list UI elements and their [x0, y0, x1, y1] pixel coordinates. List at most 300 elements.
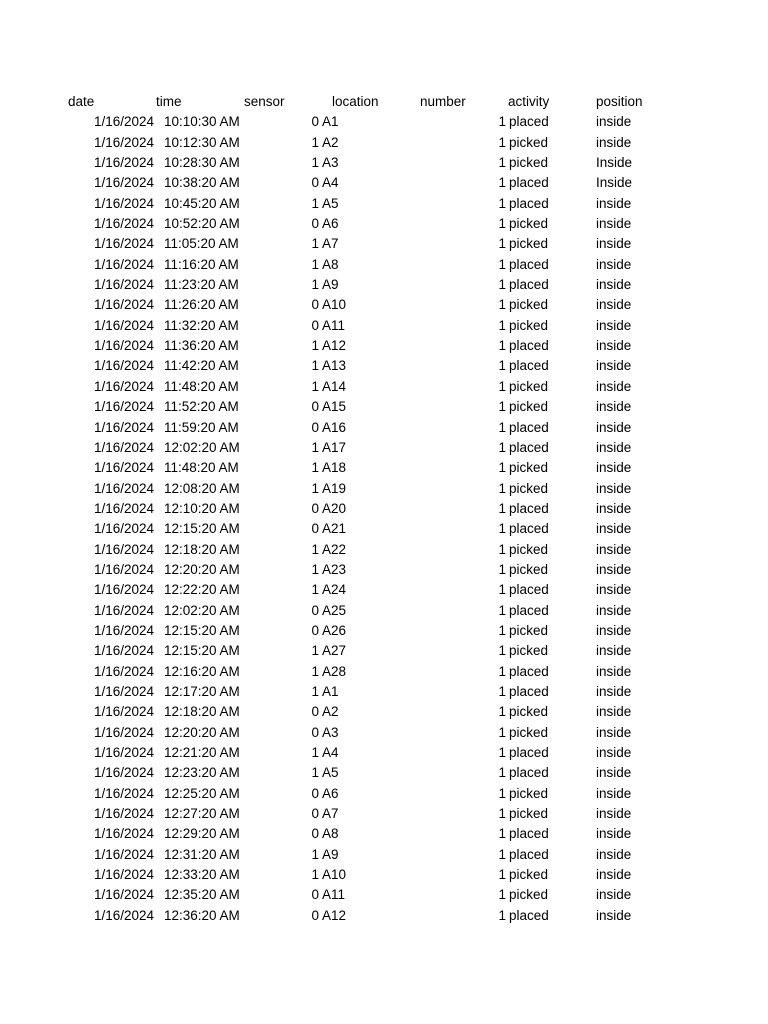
- cell-location[interactable]: A20: [322, 500, 347, 516]
- cell-position[interactable]: inside: [596, 806, 632, 822]
- cell-location[interactable]: A26: [322, 622, 347, 638]
- cell-number[interactable]: 1: [498, 602, 506, 618]
- cell-activity[interactable]: placed: [509, 846, 549, 862]
- cell-sensor[interactable]: 1: [311, 643, 319, 659]
- cell-time[interactable]: 10:12:30 AM: [164, 134, 240, 150]
- cell-sensor[interactable]: 1: [311, 277, 319, 293]
- cell-activity[interactable]: placed: [509, 338, 549, 354]
- cell-number[interactable]: 1: [498, 785, 506, 801]
- cell-number[interactable]: 1: [498, 317, 506, 333]
- cell-position[interactable]: inside: [596, 480, 632, 496]
- cell-date[interactable]: 1/16/2024: [93, 439, 154, 455]
- cell-time[interactable]: 12:35:20 AM: [164, 887, 240, 903]
- cell-number[interactable]: 1: [498, 663, 506, 679]
- cell-time[interactable]: 12:20:20 AM: [164, 724, 240, 740]
- cell-sensor[interactable]: 1: [311, 460, 319, 476]
- cell-time[interactable]: 11:26:20 AM: [164, 297, 239, 313]
- cell-sensor[interactable]: 0: [311, 419, 319, 435]
- cell-activity[interactable]: picked: [509, 643, 549, 659]
- cell-time[interactable]: 11:36:20 AM: [164, 338, 239, 354]
- cell-activity[interactable]: placed: [509, 277, 549, 293]
- cell-location[interactable]: A15: [322, 399, 347, 415]
- cell-time[interactable]: 12:17:20 AM: [164, 683, 240, 699]
- cell-position[interactable]: inside: [596, 683, 632, 699]
- cell-date[interactable]: 1/16/2024: [93, 745, 154, 760]
- cell-location[interactable]: A7: [322, 806, 339, 822]
- cell-location[interactable]: A3: [322, 155, 339, 171]
- cell-sensor[interactable]: 1: [311, 439, 319, 455]
- cell-location[interactable]: A2: [322, 134, 339, 150]
- cell-date[interactable]: 1/16/2024: [93, 521, 154, 537]
- cell-location[interactable]: A22: [322, 541, 347, 557]
- cell-location[interactable]: A19: [322, 480, 347, 496]
- cell-date[interactable]: 1/16/2024: [93, 826, 154, 842]
- cell-location[interactable]: A12: [322, 907, 347, 923]
- cell-time[interactable]: 10:52:20 AM: [164, 216, 240, 232]
- table-row: [0, 621, 768, 641]
- cell-sensor[interactable]: 0: [311, 175, 319, 191]
- cell-number[interactable]: 1: [498, 907, 506, 923]
- cell-number[interactable]: 1: [498, 439, 506, 455]
- cell-sensor[interactable]: 0: [311, 602, 319, 618]
- cell-sensor[interactable]: 1: [311, 338, 319, 354]
- cell-time[interactable]: 12:25:20 AM: [164, 785, 240, 801]
- cell-number[interactable]: 1: [498, 846, 506, 862]
- cell-time[interactable]: 11:23:20 AM: [164, 277, 239, 293]
- cell-location[interactable]: A12: [322, 338, 347, 354]
- cell-position[interactable]: inside: [596, 704, 632, 720]
- cell-time[interactable]: 12:23:20 AM: [164, 765, 240, 781]
- cell-activity[interactable]: placed: [509, 175, 549, 191]
- cell-number[interactable]: 1: [498, 643, 506, 659]
- cell-activity[interactable]: placed: [509, 114, 549, 130]
- cell-location[interactable]: A5: [322, 195, 339, 211]
- cell-location[interactable]: A21: [322, 521, 347, 537]
- cell-time[interactable]: 12:02:20 AM: [164, 602, 240, 618]
- cell-position[interactable]: inside: [596, 521, 632, 537]
- cell-location[interactable]: A9: [322, 846, 339, 862]
- cell-position[interactable]: inside: [596, 561, 632, 577]
- cell-date[interactable]: 1/16/2024: [93, 134, 154, 150]
- cell-location[interactable]: A13: [322, 358, 347, 374]
- cell-activity[interactable]: picked: [509, 460, 549, 476]
- cell-time[interactable]: 11:05:20 AM: [164, 236, 239, 252]
- cell-number[interactable]: 1: [498, 419, 506, 435]
- cell-date[interactable]: 1/16/2024: [93, 297, 154, 313]
- cell-number[interactable]: 1: [498, 114, 506, 130]
- cell-time[interactable]: 11:48:20 AM: [164, 460, 239, 476]
- cell-time[interactable]: 11:16:20 AM: [164, 256, 239, 272]
- cell-position[interactable]: inside: [596, 724, 632, 740]
- cell-time[interactable]: 12:10:20 AM: [164, 500, 240, 516]
- cell-date[interactable]: 1/16/2024: [93, 704, 154, 720]
- table-row: [0, 763, 768, 783]
- cell-date[interactable]: 1/16/2024: [93, 806, 154, 822]
- cell-time[interactable]: 11:52:20 AM: [164, 399, 239, 415]
- cell-time[interactable]: 12:15:20 AM: [164, 643, 240, 659]
- cell-sensor[interactable]: 0: [311, 317, 319, 333]
- cell-activity[interactable]: picked: [509, 399, 549, 415]
- cell-number[interactable]: 1: [498, 745, 506, 760]
- cell-position[interactable]: inside: [596, 785, 632, 801]
- cell-activity[interactable]: placed: [509, 500, 549, 516]
- cell-sensor[interactable]: 1: [311, 236, 319, 252]
- cell-sensor[interactable]: 1: [311, 765, 319, 781]
- cell-date[interactable]: 1/16/2024: [93, 724, 154, 740]
- cell-number[interactable]: 1: [498, 216, 506, 232]
- cell-sensor[interactable]: 1: [311, 195, 319, 211]
- cell-activity[interactable]: picked: [509, 724, 549, 740]
- cell-location[interactable]: A9: [322, 277, 339, 293]
- cell-time[interactable]: 11:59:20 AM: [164, 419, 239, 435]
- table-row: [0, 743, 768, 763]
- cell-date[interactable]: 1/16/2024: [93, 602, 154, 618]
- cell-sensor[interactable]: 0: [311, 806, 319, 822]
- cell-date[interactable]: 1/16/2024: [93, 907, 154, 923]
- cell-location[interactable]: A6: [322, 216, 339, 232]
- cell-position[interactable]: inside: [596, 195, 632, 211]
- cell-position[interactable]: inside: [596, 846, 632, 862]
- cell-position[interactable]: inside: [596, 378, 632, 394]
- cell-activity[interactable]: picked: [509, 378, 549, 394]
- cell-activity[interactable]: placed: [509, 358, 549, 374]
- cell-number[interactable]: 1: [498, 256, 506, 272]
- cell-location[interactable]: A1: [322, 114, 339, 130]
- cell-time[interactable]: 12:20:20 AM: [164, 561, 240, 577]
- cell-date[interactable]: 1/16/2024: [93, 582, 154, 598]
- cell-position[interactable]: inside: [596, 277, 632, 293]
- cell-sensor[interactable]: 0: [311, 297, 319, 313]
- table-row: [0, 133, 768, 153]
- cell-sensor[interactable]: 0: [311, 114, 319, 130]
- cell-date[interactable]: 1/16/2024: [93, 277, 154, 293]
- header-date[interactable]: date: [68, 94, 95, 109]
- cell-time[interactable]: 10:38:20 AM: [164, 175, 240, 191]
- cell-time[interactable]: 12:27:20 AM: [164, 806, 240, 822]
- cell-location[interactable]: A10: [322, 297, 347, 313]
- cell-location[interactable]: A4: [322, 745, 339, 760]
- cell-sensor[interactable]: 1: [311, 846, 319, 862]
- cell-activity[interactable]: placed: [509, 195, 549, 211]
- cell-location[interactable]: A7: [322, 236, 339, 252]
- cell-number[interactable]: 1: [498, 277, 506, 293]
- cell-sensor[interactable]: 1: [311, 561, 319, 577]
- cell-location[interactable]: A28: [322, 663, 347, 679]
- cell-number[interactable]: 1: [498, 175, 506, 191]
- cell-activity[interactable]: picked: [509, 704, 549, 720]
- header-time[interactable]: time: [156, 94, 182, 109]
- cell-activity[interactable]: placed: [509, 663, 549, 679]
- cell-position[interactable]: inside: [596, 643, 632, 659]
- cell-position[interactable]: Inside: [596, 155, 633, 171]
- cell-date[interactable]: 1/16/2024: [93, 338, 154, 354]
- cell-number[interactable]: 1: [498, 541, 506, 557]
- cell-location[interactable]: A3: [322, 724, 339, 740]
- cell-location[interactable]: A6: [322, 785, 339, 801]
- cell-activity[interactable]: picked: [509, 134, 549, 150]
- cell-position[interactable]: inside: [596, 114, 632, 130]
- cell-position[interactable]: inside: [596, 541, 632, 557]
- cell-time[interactable]: 11:42:20 AM: [164, 358, 239, 374]
- cell-number[interactable]: 1: [498, 338, 506, 354]
- cell-number[interactable]: 1: [498, 378, 506, 394]
- cell-sensor[interactable]: 1: [311, 256, 319, 272]
- cell-location[interactable]: A23: [322, 561, 347, 577]
- cell-sensor[interactable]: 0: [311, 907, 319, 923]
- header-position[interactable]: position: [596, 94, 643, 109]
- cell-date[interactable]: 1/16/2024: [93, 378, 154, 394]
- cell-number[interactable]: 1: [498, 683, 506, 699]
- cell-date[interactable]: 1/16/2024: [93, 561, 154, 577]
- cell-position[interactable]: inside: [596, 256, 632, 272]
- cell-time[interactable]: 12:21:20 AM: [164, 745, 240, 760]
- cell-activity[interactable]: picked: [509, 622, 549, 638]
- cell-number[interactable]: 1: [498, 236, 506, 252]
- cell-time[interactable]: 12:08:20 AM: [164, 480, 240, 496]
- cell-activity[interactable]: placed: [509, 826, 549, 842]
- cell-number[interactable]: 1: [498, 806, 506, 822]
- cell-activity[interactable]: placed: [509, 683, 549, 699]
- cell-activity[interactable]: picked: [509, 236, 549, 252]
- cell-activity[interactable]: picked: [509, 867, 549, 883]
- cell-date[interactable]: 1/16/2024: [93, 195, 154, 211]
- cell-activity[interactable]: placed: [509, 521, 549, 537]
- cell-activity[interactable]: picked: [509, 785, 549, 801]
- cell-position[interactable]: inside: [596, 582, 632, 598]
- header-number[interactable]: number: [420, 94, 466, 109]
- cell-number[interactable]: 1: [498, 622, 506, 638]
- cell-date[interactable]: 1/16/2024: [93, 643, 154, 659]
- cell-position[interactable]: inside: [596, 765, 632, 781]
- cell-activity[interactable]: placed: [509, 256, 549, 272]
- cell-number[interactable]: 1: [498, 155, 506, 171]
- header-activity[interactable]: activity: [508, 94, 550, 109]
- cell-location[interactable]: A17: [322, 439, 347, 455]
- table-row: [0, 234, 768, 254]
- cell-activity[interactable]: picked: [509, 297, 549, 313]
- cell-sensor[interactable]: 0: [311, 887, 319, 903]
- cell-activity[interactable]: placed: [509, 582, 549, 598]
- cell-activity[interactable]: placed: [509, 765, 549, 781]
- cell-activity[interactable]: placed: [509, 602, 549, 618]
- header-location[interactable]: location: [332, 94, 379, 109]
- cell-position[interactable]: inside: [596, 500, 632, 516]
- cell-date[interactable]: 1/16/2024: [93, 175, 154, 191]
- cell-activity[interactable]: placed: [509, 745, 549, 760]
- cell-time[interactable]: 12:16:20 AM: [164, 663, 240, 679]
- cell-time[interactable]: 12:29:20 AM: [164, 826, 240, 842]
- cell-time[interactable]: 12:18:20 AM: [164, 541, 240, 557]
- cell-position[interactable]: inside: [596, 745, 632, 760]
- cell-sensor[interactable]: 1: [311, 358, 319, 374]
- cell-time[interactable]: 12:15:20 AM: [164, 622, 240, 638]
- cell-date[interactable]: 1/16/2024: [93, 480, 154, 496]
- cell-location[interactable]: A4: [322, 175, 339, 191]
- cell-number[interactable]: 1: [498, 582, 506, 598]
- cell-time[interactable]: 10:45:20 AM: [164, 195, 240, 211]
- cell-number[interactable]: 1: [498, 134, 506, 150]
- table-row: [0, 112, 768, 132]
- header-sensor[interactable]: sensor: [244, 94, 285, 109]
- cell-location[interactable]: A11: [322, 317, 346, 333]
- cell-sensor[interactable]: 0: [311, 216, 319, 232]
- cell-activity[interactable]: picked: [509, 887, 549, 903]
- cell-position[interactable]: inside: [596, 317, 632, 333]
- cell-number[interactable]: 1: [498, 195, 506, 211]
- table-row: [0, 479, 768, 499]
- cell-time[interactable]: 12:36:20 AM: [164, 907, 240, 923]
- cell-activity[interactable]: placed: [509, 907, 549, 923]
- cell-location[interactable]: A18: [322, 460, 347, 476]
- cell-sensor[interactable]: 0: [311, 724, 319, 740]
- cell-sensor[interactable]: 1: [311, 134, 319, 150]
- cell-location[interactable]: A8: [322, 256, 339, 272]
- cell-date[interactable]: 1/16/2024: [93, 460, 154, 476]
- cell-sensor[interactable]: 0: [311, 704, 319, 720]
- cell-location[interactable]: A16: [322, 419, 347, 435]
- cell-position[interactable]: inside: [596, 887, 632, 903]
- cell-date[interactable]: 1/16/2024: [93, 358, 154, 374]
- cell-position[interactable]: Inside: [596, 175, 633, 191]
- cell-location[interactable]: A5: [322, 765, 339, 781]
- cell-date[interactable]: 1/16/2024: [93, 500, 154, 516]
- cell-time[interactable]: 12:33:20 AM: [164, 867, 240, 883]
- cell-location[interactable]: A11: [322, 887, 346, 903]
- cell-position[interactable]: inside: [596, 419, 632, 435]
- cell-sensor[interactable]: 0: [311, 826, 319, 842]
- cell-position[interactable]: inside: [596, 439, 632, 455]
- table-row: [0, 540, 768, 560]
- cell-location[interactable]: A8: [322, 826, 339, 842]
- cell-date[interactable]: 1/16/2024: [93, 419, 154, 435]
- cell-sensor[interactable]: 1: [311, 378, 319, 394]
- cell-number[interactable]: 1: [498, 521, 506, 537]
- cell-number[interactable]: 1: [498, 358, 506, 374]
- cell-time[interactable]: 11:32:20 AM: [164, 317, 239, 333]
- cell-location[interactable]: A27: [322, 643, 347, 659]
- cell-number[interactable]: 1: [498, 765, 506, 781]
- cell-sensor[interactable]: 0: [311, 785, 319, 801]
- cell-position[interactable]: inside: [596, 216, 632, 232]
- cell-time[interactable]: 12:18:20 AM: [164, 704, 240, 720]
- cell-position[interactable]: inside: [596, 826, 632, 842]
- cell-activity[interactable]: placed: [509, 419, 549, 435]
- cell-date[interactable]: 1/16/2024: [93, 541, 154, 557]
- cell-date[interactable]: 1/16/2024: [93, 114, 154, 130]
- cell-position[interactable]: inside: [596, 399, 632, 415]
- cell-activity[interactable]: placed: [509, 439, 549, 455]
- cell-date[interactable]: 1/16/2024: [93, 317, 154, 333]
- cell-position[interactable]: inside: [596, 338, 632, 354]
- cell-date[interactable]: 1/16/2024: [93, 256, 154, 272]
- cell-number[interactable]: 1: [498, 826, 506, 842]
- cell-activity[interactable]: picked: [509, 155, 549, 171]
- cell-number[interactable]: 1: [498, 561, 506, 577]
- cell-location[interactable]: A24: [322, 582, 347, 598]
- cell-date[interactable]: 1/16/2024: [93, 155, 154, 171]
- cell-activity[interactable]: picked: [509, 216, 549, 232]
- cell-number[interactable]: 1: [498, 704, 506, 720]
- cell-sensor[interactable]: 0: [311, 399, 319, 415]
- cell-time[interactable]: 10:10:30 AM: [164, 114, 240, 130]
- cell-date[interactable]: 1/16/2024: [93, 683, 154, 699]
- cell-time[interactable]: 12:02:20 AM: [164, 439, 240, 455]
- cell-date[interactable]: 1/16/2024: [93, 846, 154, 862]
- cell-sensor[interactable]: 1: [311, 683, 319, 699]
- cell-sensor[interactable]: 1: [311, 867, 319, 883]
- table-row: [0, 255, 768, 275]
- cell-date[interactable]: 1/16/2024: [93, 216, 154, 232]
- cell-number[interactable]: 1: [498, 867, 506, 883]
- cell-location[interactable]: A14: [322, 378, 347, 394]
- cell-position[interactable]: inside: [596, 867, 632, 883]
- cell-number[interactable]: 1: [498, 500, 506, 516]
- cell-sensor[interactable]: 1: [311, 155, 319, 171]
- cell-date[interactable]: 1/16/2024: [93, 887, 154, 903]
- cell-sensor[interactable]: 0: [311, 622, 319, 638]
- cell-sensor[interactable]: 1: [311, 480, 319, 496]
- cell-date[interactable]: 1/16/2024: [93, 622, 154, 638]
- cell-time[interactable]: 12:22:20 AM: [164, 582, 240, 598]
- cell-position[interactable]: inside: [596, 358, 632, 374]
- table-row: [0, 153, 768, 173]
- cell-time[interactable]: 10:28:30 AM: [164, 155, 240, 171]
- cell-activity[interactable]: picked: [509, 541, 549, 557]
- cell-date[interactable]: 1/16/2024: [93, 867, 154, 883]
- cell-location[interactable]: A10: [322, 867, 347, 883]
- cell-activity[interactable]: picked: [509, 480, 549, 496]
- cell-date[interactable]: 1/16/2024: [93, 663, 154, 679]
- table-row: [0, 560, 768, 580]
- cell-number[interactable]: 1: [498, 297, 506, 313]
- cell-date[interactable]: 1/16/2024: [93, 785, 154, 801]
- cell-activity[interactable]: picked: [509, 806, 549, 822]
- cell-sensor[interactable]: 1: [311, 663, 319, 679]
- cell-sensor[interactable]: 1: [311, 582, 319, 598]
- cell-number[interactable]: 1: [498, 724, 506, 740]
- cell-time[interactable]: 11:48:20 AM: [164, 378, 239, 394]
- cell-location[interactable]: A25: [322, 602, 347, 618]
- cell-sensor[interactable]: 0: [311, 500, 319, 516]
- cell-sensor[interactable]: 0: [311, 521, 319, 537]
- cell-sensor[interactable]: 1: [311, 745, 319, 760]
- cell-position[interactable]: inside: [596, 134, 632, 150]
- cell-location[interactable]: A1: [322, 683, 339, 699]
- cell-position[interactable]: inside: [596, 236, 632, 252]
- cell-position[interactable]: inside: [596, 297, 632, 313]
- cell-activity[interactable]: picked: [509, 561, 549, 577]
- cell-time[interactable]: 12:31:20 AM: [164, 846, 240, 862]
- cell-time[interactable]: 12:15:20 AM: [164, 521, 240, 537]
- table-row: [0, 885, 768, 905]
- cell-location[interactable]: A2: [322, 704, 339, 720]
- cell-position[interactable]: inside: [596, 907, 632, 923]
- cell-activity[interactable]: picked: [509, 317, 549, 333]
- cell-date[interactable]: 1/16/2024: [93, 765, 154, 781]
- cell-number[interactable]: 1: [498, 460, 506, 476]
- cell-number[interactable]: 1: [498, 480, 506, 496]
- cell-number[interactable]: 1: [498, 887, 506, 903]
- cell-position[interactable]: inside: [596, 602, 632, 618]
- cell-date[interactable]: 1/16/2024: [93, 399, 154, 415]
- header-row: [0, 92, 768, 112]
- cell-date[interactable]: 1/16/2024: [93, 236, 154, 252]
- cell-position[interactable]: inside: [596, 460, 632, 476]
- cell-number[interactable]: 1: [498, 399, 506, 415]
- cell-position[interactable]: inside: [596, 622, 632, 638]
- cell-sensor[interactable]: 1: [311, 541, 319, 557]
- cell-position[interactable]: inside: [596, 663, 632, 679]
